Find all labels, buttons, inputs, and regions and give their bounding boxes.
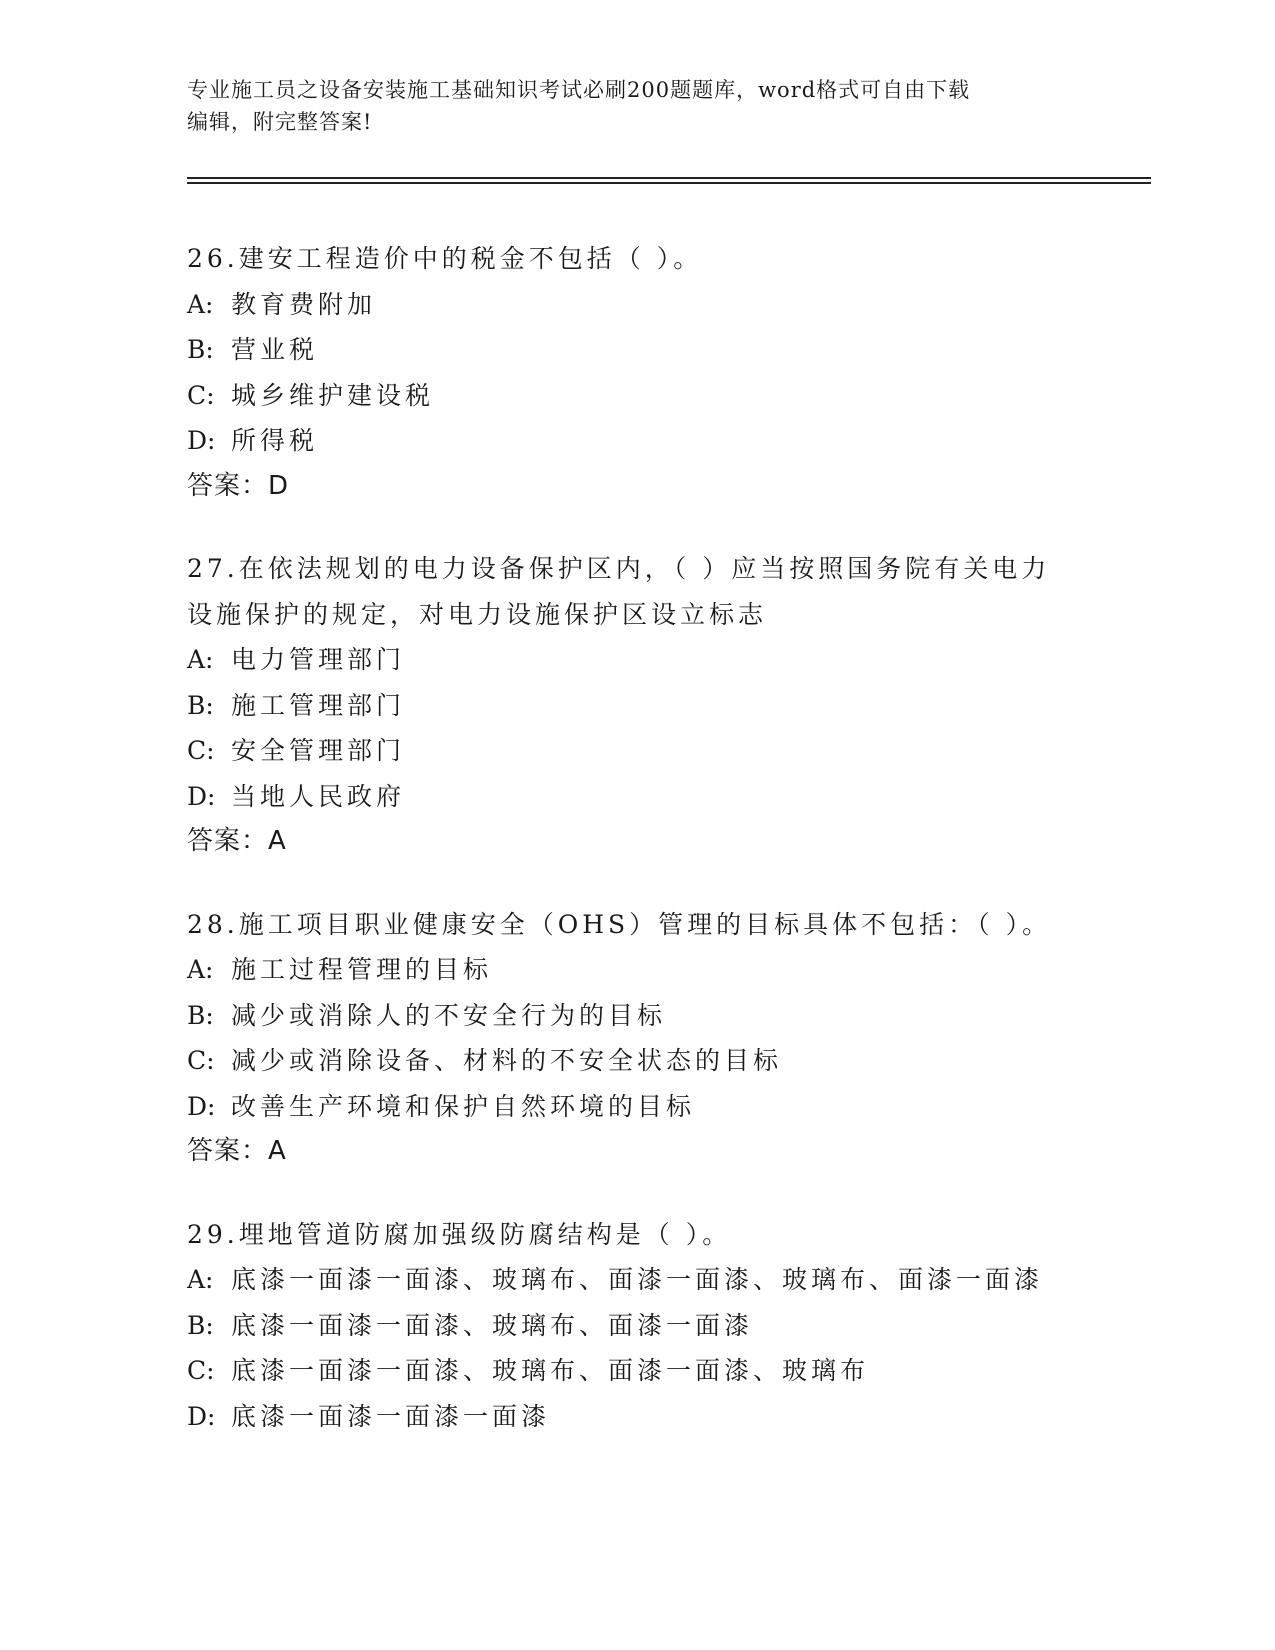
option-c — [187, 1348, 1087, 1394]
option-a — [187, 282, 1087, 328]
option-a — [187, 637, 1087, 683]
option-text: 减少或消除人的不安全行为的目标 — [231, 1000, 667, 1030]
option-d — [187, 1084, 1087, 1130]
question-29 — [187, 1212, 1087, 1440]
answer-line: 答案：D — [187, 470, 290, 501]
option-key: D: — [187, 426, 216, 455]
option-text: 安全管理部门 — [231, 736, 406, 765]
option-a — [187, 947, 1087, 993]
option-text: 营业税 — [231, 335, 319, 364]
option-b — [187, 327, 1087, 373]
option-text: 施工管理部门 — [231, 690, 406, 720]
option-b — [187, 1303, 1087, 1349]
option-key: D: — [187, 781, 216, 811]
option-c — [187, 1038, 1087, 1084]
option-key: D: — [187, 1091, 216, 1121]
option-d — [187, 774, 1087, 820]
option-key: A: — [187, 955, 214, 984]
answer-line: 答案：A — [187, 826, 287, 856]
question-stem: 27.在依法规划的电力设备保护区内，（ ）应当按照国务院有关电力 — [187, 554, 1051, 583]
header-line-2: 编辑，附完整答案! — [187, 110, 373, 134]
option-c — [187, 373, 1087, 419]
option-text: 城乡维护建设税 — [231, 380, 435, 410]
option-key: B: — [187, 690, 214, 720]
option-text: 教育费附加 — [231, 289, 377, 319]
option-key: B: — [187, 1310, 214, 1340]
question-27 — [187, 546, 1087, 865]
option-text: 所得税 — [231, 426, 319, 455]
option-text: 底漆一面漆一面漆、玻璃布、面漆一面漆 — [231, 1310, 754, 1340]
option-key: D: — [187, 1401, 216, 1431]
question-stem: 29.埋地管道防腐加强级防腐结构是（ ）。 — [187, 1219, 732, 1249]
option-key: C: — [187, 1356, 215, 1385]
option-key: B: — [187, 335, 214, 364]
option-text: 底漆一面漆一面漆、玻璃布、面漆一面漆、玻璃布 — [231, 1356, 870, 1385]
option-key: A: — [187, 289, 214, 319]
question-list — [187, 236, 1087, 1476]
option-key: C: — [187, 380, 215, 410]
option-c — [187, 728, 1087, 774]
question-28 — [187, 902, 1087, 1175]
option-b — [187, 993, 1087, 1039]
option-key: C: — [187, 736, 215, 765]
option-text: 施工过程管理的目标 — [231, 955, 493, 984]
question-stem: 28.施工项目职业健康安全（OHS）管理的目标具体不包括：（ ）。 — [187, 909, 1052, 939]
answer-line: 答案：A — [187, 1136, 287, 1166]
option-text: 底漆一面漆一面漆一面漆 — [231, 1401, 551, 1431]
option-text: 底漆一面漆一面漆、玻璃布、面漆一面漆、玻璃布、面漆一面漆 — [231, 1265, 1044, 1294]
question-stem-continued: 设施保护的规定，对电力设施保护区设立标志 — [187, 599, 768, 629]
header-line-1: 专业施工员之设备安装施工基础知识考试必刷200题题库，word格式可自由下载 — [187, 78, 971, 102]
option-d — [187, 1394, 1087, 1440]
option-key: A: — [187, 1265, 214, 1294]
header-divider-bottom — [187, 182, 1151, 184]
option-a — [187, 1257, 1087, 1303]
option-key: C: — [187, 1046, 215, 1075]
option-key: A: — [187, 645, 214, 674]
option-b — [187, 683, 1087, 729]
option-d — [187, 418, 1087, 464]
question-stem: 26.建安工程造价中的税金不包括（ ）。 — [187, 244, 703, 273]
option-text: 改善生产环境和保护自然环境的目标 — [231, 1091, 696, 1121]
option-text: 电力管理部门 — [231, 645, 406, 674]
header-divider-top — [187, 177, 1151, 179]
option-text: 当地人民政府 — [231, 781, 406, 811]
option-key: B: — [187, 1000, 214, 1030]
option-text: 减少或消除设备、材料的不安全状态的目标 — [231, 1046, 783, 1075]
question-26 — [187, 236, 1087, 509]
document-header — [187, 74, 1087, 138]
